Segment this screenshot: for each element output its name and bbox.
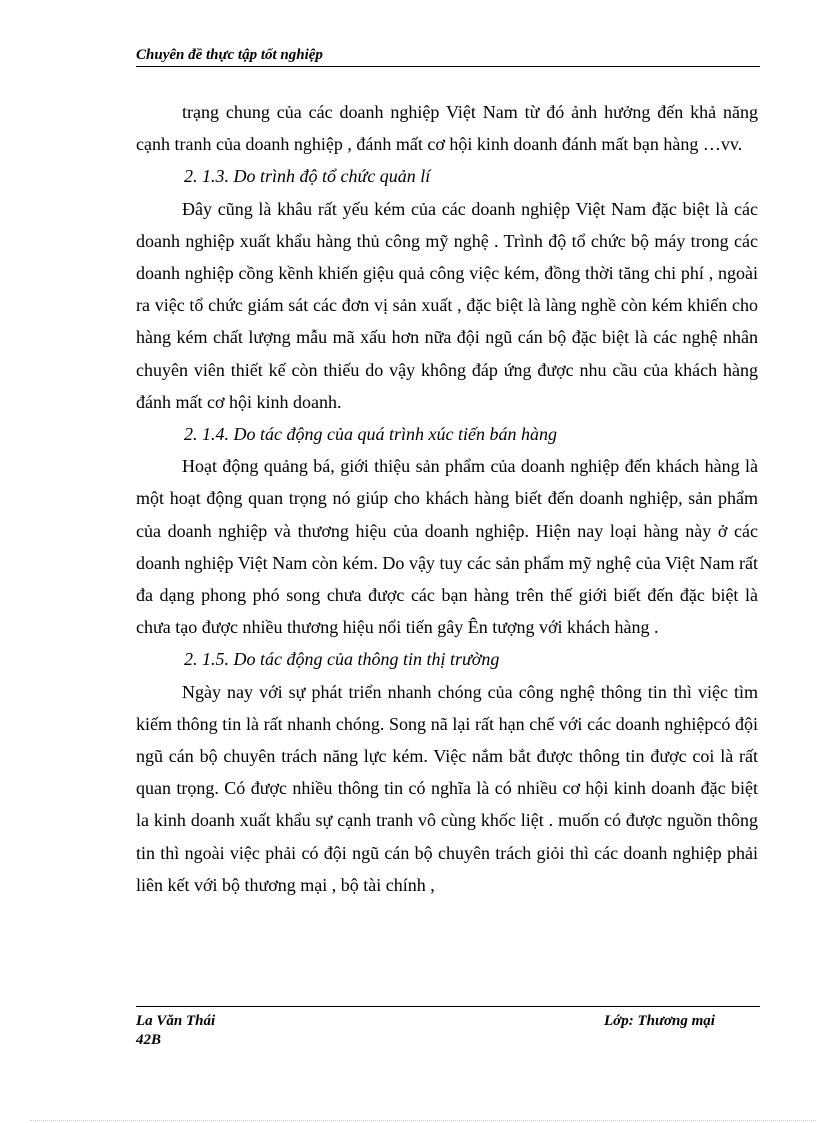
- page-bottom-edge: [30, 1120, 816, 1121]
- running-header: Chuyên đề thực tập tốt nghiệp: [136, 47, 323, 63]
- footer-author-name: La Văn Thái: [136, 1013, 216, 1029]
- header-divider: [136, 66, 760, 67]
- section-heading-2-1-4: 2. 1.4. Do tác động của quá trình xúc tiến bán hàng: [184, 424, 557, 445]
- section-heading-2-1-3: 2. 1.3. Do trình độ tổ chức quản lí: [184, 166, 431, 187]
- footer-divider: [136, 1006, 760, 1007]
- paragraph-market-information: Ngày nay với sự phát triển nhanh chóng của công nghệ thông tin thì việc tìm kiếm thông tin là rất nhanh chóng. Song nã lại rất hạn chế với các doanh nghiệpcó đội ngũ cán bộ chuyên trách năng lực kém. Việc nắm bắt được thông tin được coi là rất quan trọng. Có được nhiều thông tin có nghĩa là có nhiều cơ hội kinh doanh đặc biệt la kinh doanh xuất khẩu sự cạnh tranh vô cùng khốc liệt . muốn có được nguồn thông tin thì ngoài việc phải có đội ngũ cán bộ chuyên trách giỏi thì các doanh nghiệp phải liên kết với bộ thương mại , bộ tài chính ,: [136, 681, 758, 895]
- section-heading-2-1-5: 2. 1.5. Do tác động của thông tin thị trường: [184, 649, 500, 670]
- footer-class-code: 42B: [136, 1032, 162, 1048]
- footer-author-block: [136, 1012, 215, 1050]
- page-body: [136, 96, 758, 901]
- paragraph-management: Đây cũng là khâu rất yếu kém của các doanh nghiệp Việt Nam đặc biệt là các doanh nghiệp xuất khẩu hàng thủ công mỹ nghệ . Trình độ tổ chức bộ máy trong các doanh nghiệp cồng kềnh khiến giệu quả công việc kém, đồng thời tăng chi phí , ngoài ra việc tổ chức giám sát các đơn vị sản xuất , đặc biệt là làng nghề còn kém khiến cho hàng kém chất lượng mẫu mã xấu hơn nữa đội ngũ cán bộ đặc biệt là các nghệ nhân chuyên viên thiết kế còn thiếu do vậy không đáp ứng được nhu cầu của khách hàng đánh mất cơ hội kinh doanh.: [136, 198, 758, 412]
- footer-class-label: Lớp: Thương mại: [604, 1013, 715, 1029]
- paragraph-continuation: trạng chung của các doanh nghiệp Việt Nam từ đó ảnh hưởng đến khả năng cạnh tranh của doanh nghiệp , đánh mất cơ hội kinh doanh đánh mất bạn hàng …vv.: [136, 102, 758, 155]
- paragraph-sales-promotion: Hoạt động quảng bá, giới thiệu sản phẩm của doanh nghiệp đến khách hàng là một hoạt động quan trọng nó giúp cho khách hàng biết đến doanh nghiệp, sản phẩm của doanh nghiệp và thương hiệu của doanh nghiệp. Hiện nay loại hàng này ở các doanh nghiệp Việt Nam còn kém. Do vậy tuy các sản phẩm mỹ nghệ của Việt Nam rất đa dạng phong phó song chưa được các bạn hàng trên thế giới biết đến đặc biệt là chưa tạo được nhiều thương hiệu nổi tiến gây Ên tượng với khách hàng .: [136, 456, 758, 638]
